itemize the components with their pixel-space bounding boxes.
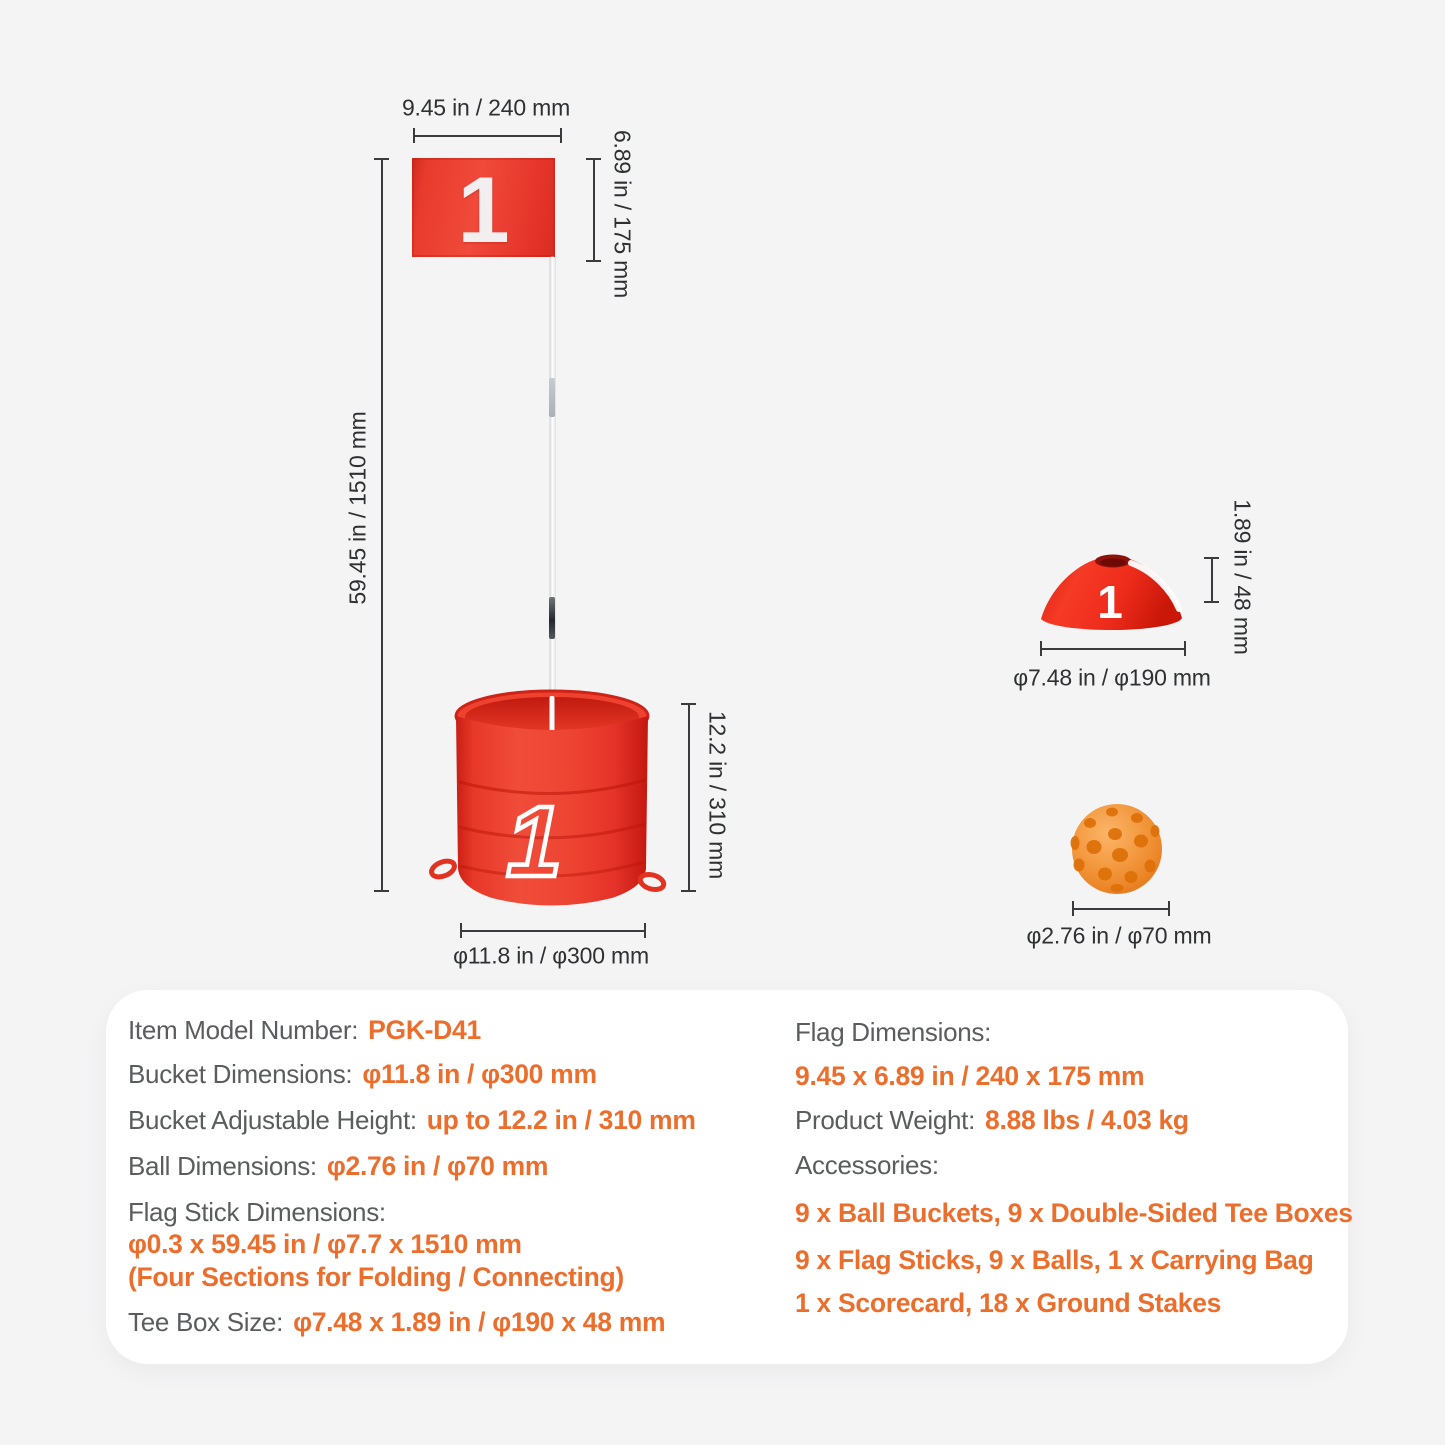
- spec-value: PGK-D41: [368, 1015, 481, 1045]
- tee-box-image: [1020, 548, 1200, 643]
- spec-label: Accessories:: [795, 1150, 939, 1180]
- spec-label: Flag Stick Dimensions:: [128, 1197, 386, 1227]
- spec-label: Item Model Number:: [128, 1015, 359, 1045]
- flag-width-bracket: [413, 128, 562, 143]
- tee-box-height-bracket: [1204, 557, 1219, 603]
- spec-value: φ0.3 x 59.45 in / φ7.7 x 1510 mm: [128, 1229, 522, 1259]
- spec-value: 9 x Ball Buckets, 9 x Double-Sided Tee Boxes: [795, 1198, 1353, 1228]
- spec-accessories-line-2: [795, 1243, 1314, 1282]
- spec-flag-stick-dimensions-note: [128, 1260, 624, 1299]
- spec-accessories-label: [795, 1148, 949, 1187]
- spec-tee-box-size: [128, 1305, 665, 1344]
- bucket-image: [425, 680, 675, 930]
- flag-stick-length-bracket: [374, 158, 389, 892]
- bucket-tie-left: [429, 858, 456, 880]
- spec-value: 8.88 lbs / 4.03 kg: [985, 1105, 1189, 1135]
- spec-accessories-line-1: [795, 1196, 1353, 1235]
- flag-image: [412, 156, 555, 262]
- spec-label: Tee Box Size:: [128, 1307, 284, 1337]
- bucket-tie-right: [639, 872, 666, 892]
- spec-value: (Four Sections for Folding / Connecting): [128, 1262, 624, 1292]
- spec-ball-dimensions: [128, 1149, 548, 1188]
- spec-bucket-dimensions: [128, 1057, 597, 1096]
- flag-stick-connector-lower: [549, 597, 555, 639]
- ball-diameter-bracket: [1072, 901, 1170, 916]
- ball-diameter-dimension-label: φ2.76 in / φ70 mm: [1026, 922, 1212, 949]
- flag-stick-image: [550, 257, 555, 739]
- specifications-panel: [106, 990, 1353, 1364]
- bucket-height-dimension-label: 12.2 in / 310 mm: [704, 710, 731, 880]
- flag-height-dimension-label: 6.89 in / 175 mm: [609, 129, 636, 299]
- spec-label: Bucket Dimensions:: [128, 1059, 353, 1089]
- spec-label: Product Weight:: [795, 1105, 976, 1135]
- spec-flag-dimensions-label: [795, 1015, 1001, 1054]
- tee-box-diameter-bracket: [1040, 641, 1186, 656]
- tee-box-diameter-dimension-label: φ7.48 in / φ190 mm: [1013, 664, 1211, 691]
- spec-value: 9.45 x 6.89 in / 240 x 175 mm: [795, 1061, 1145, 1091]
- flag-stick-length-dimension-label: 59.45 in / 1510 mm: [344, 411, 371, 605]
- spec-product-weight: [795, 1103, 1189, 1142]
- spec-value: 9 x Flag Sticks, 9 x Balls, 1 x Carrying Bag: [795, 1245, 1314, 1275]
- bucket-diameter-dimension-label: φ11.8 in / φ300 mm: [453, 942, 649, 969]
- flag-width-dimension-label: 9.45 in / 240 mm: [401, 94, 571, 121]
- bucket-number: 1: [506, 786, 562, 898]
- spec-value: φ11.8 in / φ300 mm: [362, 1059, 597, 1089]
- tee-box-height-dimension-label: 1.89 in / 48 mm: [1229, 499, 1256, 655]
- flag-number: 1: [457, 156, 510, 262]
- spec-label: Bucket Adjustable Height:: [128, 1105, 417, 1135]
- spec-bucket-adjustable-height: [128, 1103, 696, 1142]
- spec-value: up to 12.2 in / 310 mm: [426, 1105, 696, 1135]
- spec-accessories-line-3: [795, 1286, 1221, 1325]
- spec-flag-dimensions-value: [795, 1059, 1144, 1098]
- spec-value: 1 x Scorecard, 18 x Ground Stakes: [795, 1288, 1222, 1318]
- spec-label: Flag Dimensions:: [795, 1017, 992, 1047]
- spec-value: φ2.76 in / φ70 mm: [326, 1151, 549, 1181]
- ball-image: [1068, 799, 1168, 899]
- spec-item-model-number: [128, 1013, 481, 1052]
- flag-height-bracket: [586, 158, 601, 262]
- flag-stick-connector-upper: [549, 378, 555, 417]
- bucket-height-bracket: [681, 703, 696, 892]
- spec-label: Ball Dimensions:: [128, 1151, 317, 1181]
- bucket-diameter-bracket: [460, 923, 646, 938]
- spec-value: φ7.48 x 1.89 in / φ190 x 48 mm: [293, 1307, 666, 1337]
- tee-box-hole-shadow: [1100, 559, 1126, 567]
- tee-box-number: 1: [1097, 576, 1123, 628]
